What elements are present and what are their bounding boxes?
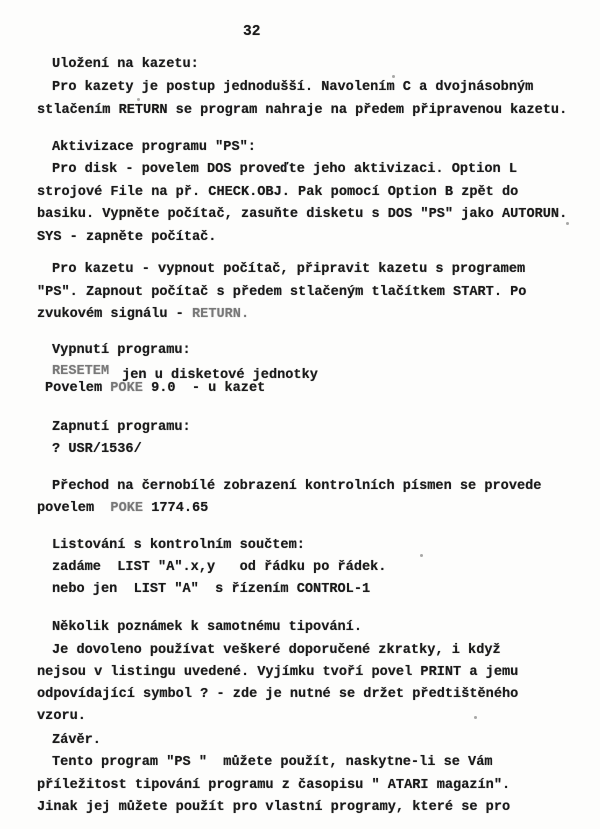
text-line	[52, 364, 318, 383]
text-line: vzoru.	[37, 709, 86, 724]
text-segment: zvukovém signálu -	[37, 307, 192, 322]
scan-speck	[474, 716, 477, 719]
text-line: Přechod na černobílé zobrazení kontrolních písmen se provede	[52, 479, 542, 494]
text-line: Pro kazety je postup jednodušší. Navolením C a dvojnásobným	[52, 80, 534, 95]
text-line: odpovídající symbol ? - zde je nutné se držet předtištěného	[37, 687, 519, 702]
text-line	[37, 501, 208, 516]
text-segment: jen u disketové jednotky	[122, 368, 318, 383]
text-segment: povelem	[37, 501, 111, 516]
text-line: Jinak jej můžete použít pro vlastní programy, které se pro	[37, 800, 511, 815]
text-segment: Povelem	[45, 381, 111, 396]
section-heading: Zapnutí programu:	[52, 420, 191, 435]
scan-speck	[566, 222, 569, 225]
section-heading: Několik poznámek k samotnému tipování.	[52, 620, 362, 635]
text-line: basiku. Vypněte počítač, zasuňte disketu s DOS "PS" jako AUTORUN.	[37, 207, 568, 222]
text-line: nejsou v listingu uvedené. Vyjímku tvoří povel PRINT a jemu	[37, 665, 519, 680]
text-line: Tento program "PS " můžete použít, naskytne-li se Vám	[52, 755, 493, 770]
section-heading: Listování s kontrolním součtem:	[52, 538, 305, 553]
section-heading: Aktivizace programu "PS":	[52, 140, 256, 155]
section-heading: Závěr.	[52, 733, 101, 748]
text-line: ? USR/1536/	[52, 442, 142, 457]
section-heading: Uložení na kazetu:	[52, 57, 199, 72]
text-line: Pro disk - povelem DOS proveďte jeho aktivizaci. Option L	[52, 162, 517, 177]
scan-speck	[137, 98, 140, 101]
scan-speck	[420, 554, 423, 557]
faint-text-segment: POKE	[110, 381, 143, 396]
text-line: "PS". Zapnout počítač s předem stlačeným tlačítkem START. Po	[37, 285, 527, 300]
text-line: nebo jen LIST "A" s řízením CONTROL-1	[52, 582, 371, 597]
text-line	[37, 307, 249, 322]
scan-speck	[392, 75, 395, 78]
text-line: Pro kazetu - vypnout počítač, připravit kazetu s programem	[52, 262, 526, 277]
text-segment: 9.0 - u kazet	[142, 381, 266, 396]
page-number: 32	[243, 24, 261, 40]
faint-text-segment: RETURN.	[192, 307, 250, 322]
text-line: strojové File na př. CHECK.OBJ. Pak pomocí Option B zpět do	[37, 185, 519, 200]
text-line: příležitost tipování programu z časopisu " ATARI magazín".	[37, 778, 511, 793]
text-line: SYS - zapněte počítač.	[37, 230, 217, 245]
text-segment: 1774.65	[143, 501, 209, 516]
text-line: stlačením RETURN se program nahraje na předem připravenou kazetu.	[37, 103, 568, 118]
section-heading: Vypnutí programu:	[52, 343, 191, 358]
faint-text-segment: POKE	[110, 501, 144, 516]
text-line	[45, 381, 265, 396]
text-line: Je dovoleno používat veškeré doporučené zkratky, i když	[52, 643, 501, 658]
text-line: zadáme LIST "A".x,y od řádku po řádek.	[52, 560, 387, 575]
faint-text-segment: RESETEM	[52, 364, 110, 379]
